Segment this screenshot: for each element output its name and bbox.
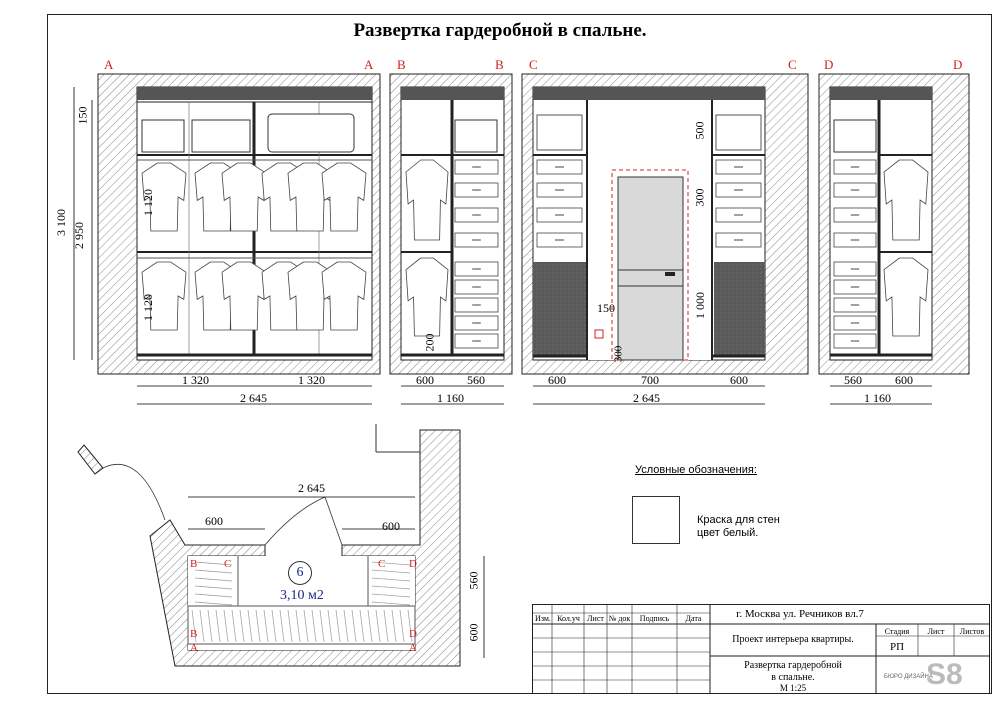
dim-c-total: 2 645 xyxy=(633,391,660,405)
plan-side-dim-2: 600 xyxy=(466,623,481,642)
plan-left-dim: 600 xyxy=(205,514,223,528)
dim-section-1: 1 120 xyxy=(141,189,155,216)
logo-mark: S8 xyxy=(926,658,963,691)
elev-c-right-letter: C xyxy=(788,57,797,72)
dim-c-low: 1 000 xyxy=(693,292,707,319)
dim-vertical-inner: 2 950 xyxy=(72,222,86,249)
dim-c-1: 600 xyxy=(548,373,566,387)
col-kol: Кол.уч xyxy=(557,614,580,623)
dim-d-1: 560 xyxy=(844,373,862,387)
plan-side-dim-1: 560 xyxy=(466,571,481,590)
elev-b-left-letter: B xyxy=(397,57,406,72)
dim-a-total: 2 645 xyxy=(240,391,267,405)
plan-label-c-left: C xyxy=(224,558,232,570)
elev-a-left-letter: A xyxy=(104,57,114,72)
col-data: Дата xyxy=(685,614,702,623)
elev-a-right-letter: A xyxy=(364,57,374,72)
stamp-list-label: Лист xyxy=(927,627,945,636)
elev-b-right-letter: B xyxy=(495,57,504,72)
dim-b-1: 600 xyxy=(416,373,434,387)
plan-right-dim: 600 xyxy=(382,519,400,533)
col-podpis: Подпись xyxy=(639,614,670,623)
dim-c-side: 150 xyxy=(597,301,615,315)
elev-d-right-letter: D xyxy=(953,57,963,72)
stamp-sheet-title-2: в спальне. xyxy=(771,672,815,683)
col-ndok: № док xyxy=(608,614,631,623)
stamp-scale: М 1:25 xyxy=(779,683,807,693)
dim-bottom-b: 200 xyxy=(422,333,437,352)
page-title: Развертка гардеробной в спальне. xyxy=(353,20,647,41)
plan-label-a-right: A xyxy=(409,642,417,654)
stamp-address: г. Москва ул. Речников вл.7 xyxy=(736,608,864,620)
elev-d-left-letter: D xyxy=(824,57,834,72)
dim-d-total: 1 160 xyxy=(864,391,891,405)
dim-c-2: 700 xyxy=(641,373,659,387)
stamp-project: Проект интерьера квартиры. xyxy=(732,634,854,645)
plan-width-dim: 2 645 xyxy=(298,481,325,495)
title-block xyxy=(532,604,990,694)
room-number: 6 xyxy=(296,565,304,580)
plan-label-d-top: D xyxy=(409,558,417,570)
dim-section-2: 1 120 xyxy=(141,294,155,321)
elev-c-left-letter: C xyxy=(529,57,538,72)
plan-label-b-top: B xyxy=(190,558,198,570)
stamp-stage-value: РП xyxy=(889,641,905,653)
dim-a-2: 1 320 xyxy=(298,373,325,387)
legend-swatch-white-paint xyxy=(632,496,680,544)
stamp-sheet-title-1: Развертка гардеробной xyxy=(744,660,842,671)
plan-label-c-right: C xyxy=(378,558,386,570)
col-izm: Изм. xyxy=(535,614,551,623)
legend-item xyxy=(697,514,807,540)
dim-c-mid: 300 xyxy=(692,188,707,207)
dim-vertical-total: 3 100 xyxy=(54,209,68,236)
plan-label-a-left: A xyxy=(190,642,198,654)
dim-a-1: 1 320 xyxy=(182,373,209,387)
stamp-listov-label: Листов xyxy=(959,627,985,636)
col-list: Лист xyxy=(587,614,604,623)
legend-item-line1: Краска для стен xyxy=(697,514,780,526)
legend-item-line2: цвет белый. xyxy=(697,527,759,539)
dim-c-floor: 300 xyxy=(612,345,625,363)
room-number-circle xyxy=(288,561,312,585)
legend-heading: Условные обозначения: xyxy=(635,464,757,476)
dim-c-top: 500 xyxy=(692,121,707,140)
dim-d-2: 600 xyxy=(895,373,913,387)
room-area: 3,10 м2 xyxy=(280,588,324,603)
dim-c-3: 600 xyxy=(730,373,748,387)
logo-subtitle: БЮРО ДИЗАЙНА xyxy=(884,674,933,680)
dim-b-2: 560 xyxy=(467,373,485,387)
stamp-stadia-label: Стадия xyxy=(884,627,910,636)
plan-label-b-bottom: B xyxy=(190,628,198,640)
studio-logo xyxy=(882,660,986,692)
dim-b-total: 1 160 xyxy=(437,391,464,405)
plan-label-d-bottom: D xyxy=(409,628,417,640)
dim-top-shelf: 150 xyxy=(75,106,90,125)
